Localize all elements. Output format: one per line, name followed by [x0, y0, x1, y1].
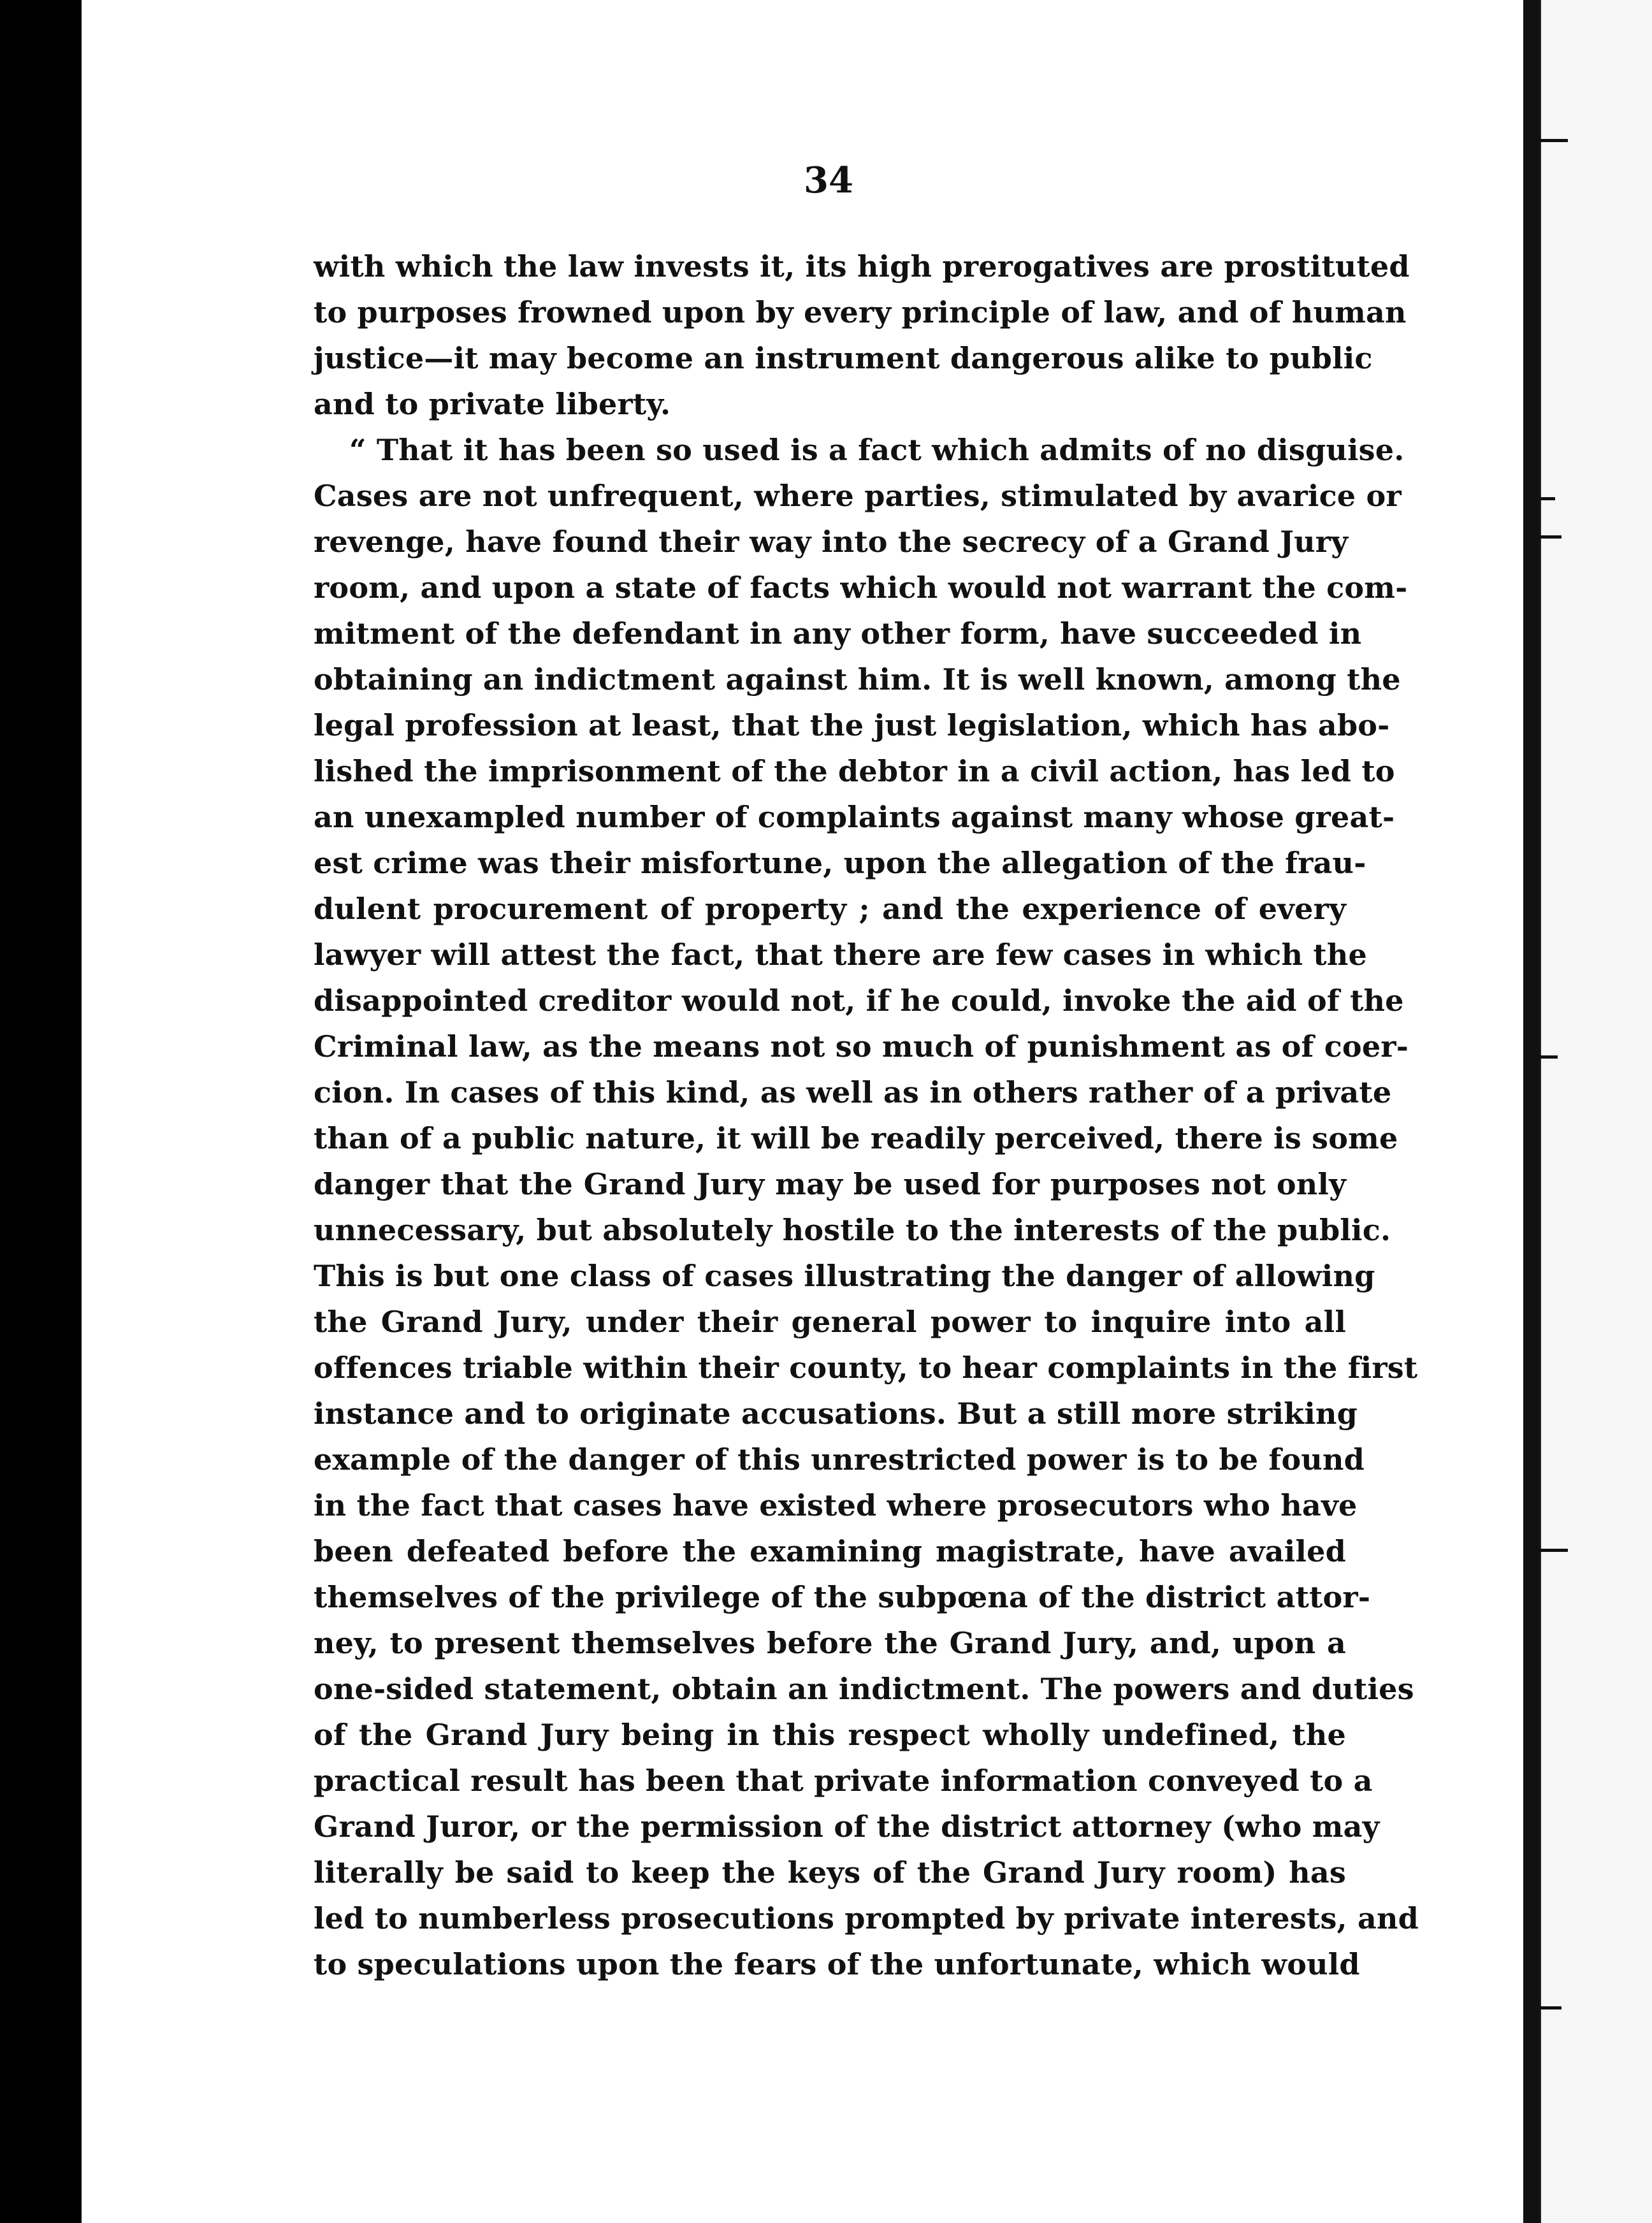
text-line: room, and upon a state of facts which would not warrant the com-	[314, 570, 1408, 605]
text-line: ney, to present themselves before the Grand Jury, and, upon a	[314, 1626, 1346, 1660]
text-line: led to numberless prosecutions prompted by private interests, and	[314, 1901, 1419, 1936]
body-text	[314, 243, 1419, 1987]
text-line: example of the danger of this unrestricted power is to be found	[314, 1442, 1365, 1477]
page-number: 34	[804, 159, 853, 201]
text-line: instance and to originate accusations. But a still more striking	[314, 1396, 1358, 1431]
text-line: justice—it may become an instrument dangerous alike to public	[314, 341, 1373, 375]
text-line: revenge, have found their way into the secrecy of a Grand Jury	[314, 525, 1349, 559]
text-line: to speculations upon the fears of the unfortunate, which would	[314, 1947, 1360, 1981]
text-line: been defeated before the examining magistrate, have availed	[314, 1534, 1346, 1568]
text-line: Grand Juror, or the permission of the district attorney (who may	[314, 1809, 1380, 1844]
text-line: unnecessary, but absolutely hostile to the interests of the public.	[314, 1213, 1391, 1247]
text-line: of the Grand Jury being in this respect wholly undefined, the	[314, 1718, 1346, 1752]
text-line: practical result has been that private information conveyed to a	[314, 1763, 1373, 1798]
text-line: cion. In cases of this kind, as well as in others rather of a private	[314, 1075, 1392, 1110]
text-line: the Grand Jury, under their general power to inquire into all	[314, 1305, 1346, 1339]
binding-edge	[1523, 0, 1540, 2223]
text-line: obtaining an indictment against him. It is well known, among the	[314, 662, 1401, 697]
text-line: offences triable within their county, to hear complaints in the first	[314, 1350, 1418, 1385]
text-line: literally be said to keep the keys of the Grand Jury room) has	[314, 1855, 1346, 1890]
text-line: danger that the Grand Jury may be used for purposes not only	[314, 1167, 1346, 1201]
edge-mark	[1530, 2006, 1561, 2009]
text-line: and to private liberty.	[314, 387, 671, 421]
text-line: Criminal law, as the means not so much of punishment as of coer-	[314, 1029, 1409, 1064]
edge-mark	[1530, 1055, 1558, 1059]
text-line: one-sided statement, obtain an indictment. The powers and duties	[314, 1672, 1414, 1706]
text-line: Cases are not unfrequent, where parties, stimulated by avarice or	[314, 479, 1402, 513]
text-line: est crime was their misfortune, upon the allegation of the frau-	[314, 846, 1366, 880]
text-line: to purposes frowned upon by every principle of law, and of human	[314, 295, 1407, 329]
text-line: themselves of the privilege of the subpœna of the district attor-	[314, 1580, 1371, 1614]
edge-mark	[1530, 139, 1568, 142]
text-line: an unexampled number of complaints against many whose great-	[314, 800, 1395, 834]
text-line: legal profession at least, that the just legislation, which has abo-	[314, 708, 1390, 742]
text-line: “ That it has been so used is a fact which admits of no disguise.	[349, 433, 1405, 467]
text-line: with which the law invests it, its high prerogatives are prostituted	[314, 249, 1410, 284]
adjacent-page-edge	[1540, 0, 1652, 2223]
text-line: lawyer will attest the fact, that there are few cases in which the	[314, 938, 1367, 972]
text-line: than of a public nature, it will be readily perceived, there is some	[314, 1121, 1398, 1155]
edge-mark	[1530, 535, 1561, 539]
text-line: in the fact that cases have existed where prosecutors who have	[314, 1488, 1358, 1523]
text-line: dulent procurement of property ; and the experience of every	[314, 892, 1346, 926]
text-line: lished the imprisonment of the debtor in a civil action, has led to	[314, 754, 1395, 788]
text-line: disappointed creditor would not, if he could, invoke the aid of the	[314, 983, 1404, 1018]
text-line: mitment of the defendant in any other form, have succeeded in	[314, 616, 1362, 651]
text-line: This is but one class of cases illustrating the danger of allowing	[314, 1259, 1375, 1293]
edge-mark	[1530, 1549, 1568, 1552]
edge-mark	[1530, 497, 1555, 500]
